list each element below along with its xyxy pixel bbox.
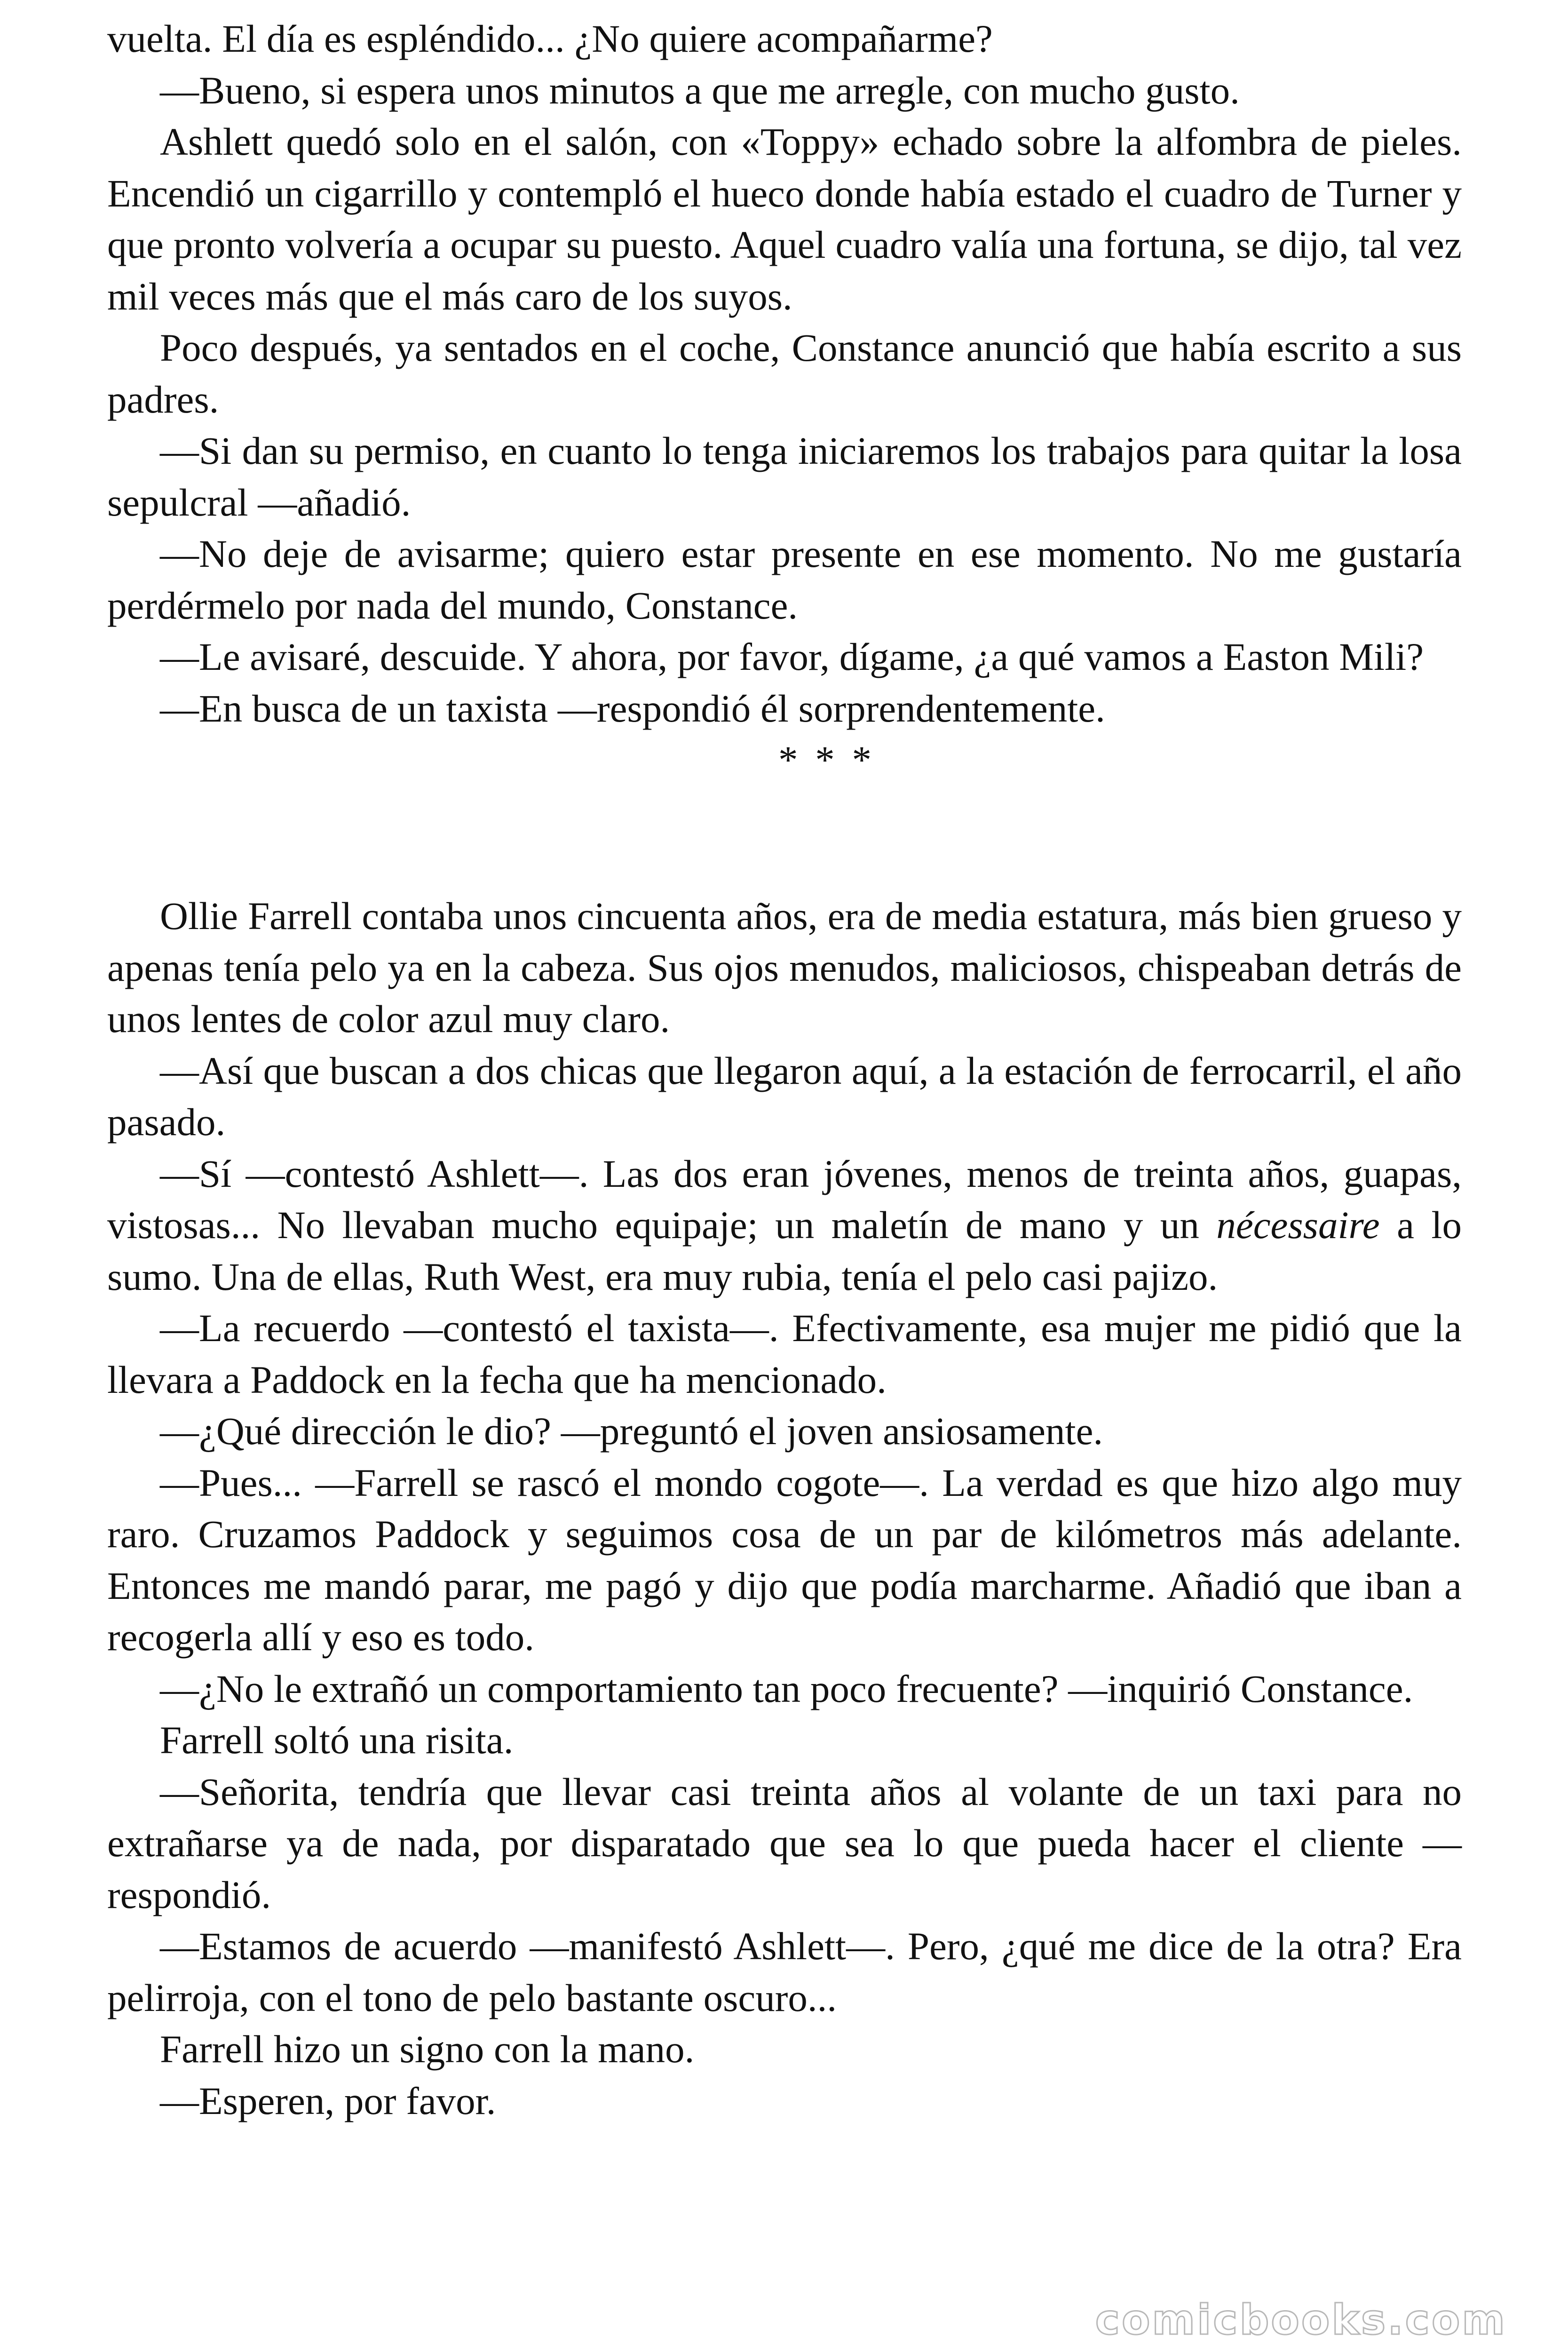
paragraph: —No deje de avisarme; quiero estar presente en ese momento. No me gustaría perdérmelo por nada del mundo, Constance. (107, 532, 1462, 627)
paragraph (107, 1148, 1462, 1303)
paragraph-text: —Sí —contestó Ashlett—. Las dos eran jóvenes, menos de treinta años, guapas, vistosas... No llevaban mucho equipaje; un maletín de mano y un (107, 1152, 1462, 1247)
section-break (107, 734, 1462, 890)
paragraph: vuelta. El día es espléndido... ¿No quiere acompañarme? (107, 17, 993, 60)
paragraph: Farrell hizo un signo con la mano. (160, 2027, 695, 2071)
paragraph: —Le avisaré, descuide. Y ahora, por favor, dígame, ¿a qué vamos a Easton Mili? (160, 635, 1424, 678)
paragraph: —La recuerdo —contestó el taxista—. Efectivamente, esa mujer me pidió que la llevara a Paddock en la fecha que ha mencionado. (107, 1306, 1462, 1401)
section-break-asterisks: * * * (778, 738, 875, 781)
paragraph: —Pues... —Farrell se rascó el mondo cogote—. La verdad es que hizo algo muy raro. Cruzamos Paddock y seguimos cosa de un par de kilómetros más adelante. Entonces me mandó parar, me pagó y dijo que podía marcharme. Añadió que iban a recogerla allí y eso es todo. (107, 1461, 1462, 1659)
page-text (107, 13, 1462, 2127)
paragraph: Ashlett quedó solo en el salón, con «Toppy» echado sobre la alfombra de pieles. Encendió un cigarrillo y contempló el hueco donde había estado el cuadro de Turner y que pronto volvería a ocupar su puesto. Aquel cuadro valía una fortuna, se dijo, tal vez mil veces más que el más caro de los suyos. (107, 120, 1462, 318)
watermark: comicbooks.com (1095, 2296, 1507, 2344)
italic-word: nécessaire (1216, 1203, 1380, 1247)
paragraph: —Bueno, si espera unos minutos a que me arregle, con mucho gusto. (160, 68, 1240, 112)
paragraph: —Así que buscan a dos chicas que llegaron aquí, a la estación de ferrocarril, el año pasado. (107, 1049, 1462, 1144)
paragraph: Ollie Farrell contaba unos cincuenta años, era de media estatura, más bien grueso y apenas tenía pelo ya en la cabeza. Sus ojos menudos, maliciosos, chispeaban detrás de unos lentes de color azul muy claro. (107, 894, 1462, 1041)
paragraph: —Si dan su permiso, en cuanto lo tenga iniciaremos los trabajos para quitar la losa sepulcral —añadió. (107, 429, 1462, 524)
paragraph: Farrell soltó una risita. (160, 1718, 514, 1762)
paragraph-text: a lo sumo. Una de ellas, Ruth West, era muy rubia, tenía el pelo casi pajizo. (107, 1203, 1462, 1298)
paragraph: —Señorita, tendría que llevar casi treinta años al volante de un taxi para no extrañarse ya de nada, por disparatado que sea lo que pueda hacer el cliente —respondió. (107, 1770, 1462, 1916)
paragraph: —¿No le extrañó un comportamiento tan poco frecuente? —inquirió Constance. (160, 1667, 1413, 1710)
paragraph: —Estamos de acuerdo —manifestó Ashlett—. Pero, ¿qué me dice de la otra? Era pelirroja, con el tono de pelo bastante oscuro... (107, 1924, 1462, 2019)
paragraph: Poco después, ya sentados en el coche, Constance anunció que había escrito a sus padres. (107, 326, 1462, 421)
paragraph: —¿Qué dirección le dio? —preguntó el joven ansiosamente. (160, 1409, 1103, 1453)
paragraph: —Esperen, por favor. (160, 2079, 496, 2122)
paragraph: —En busca de un taxista —respondió él sorprendentemente. (160, 686, 1105, 730)
